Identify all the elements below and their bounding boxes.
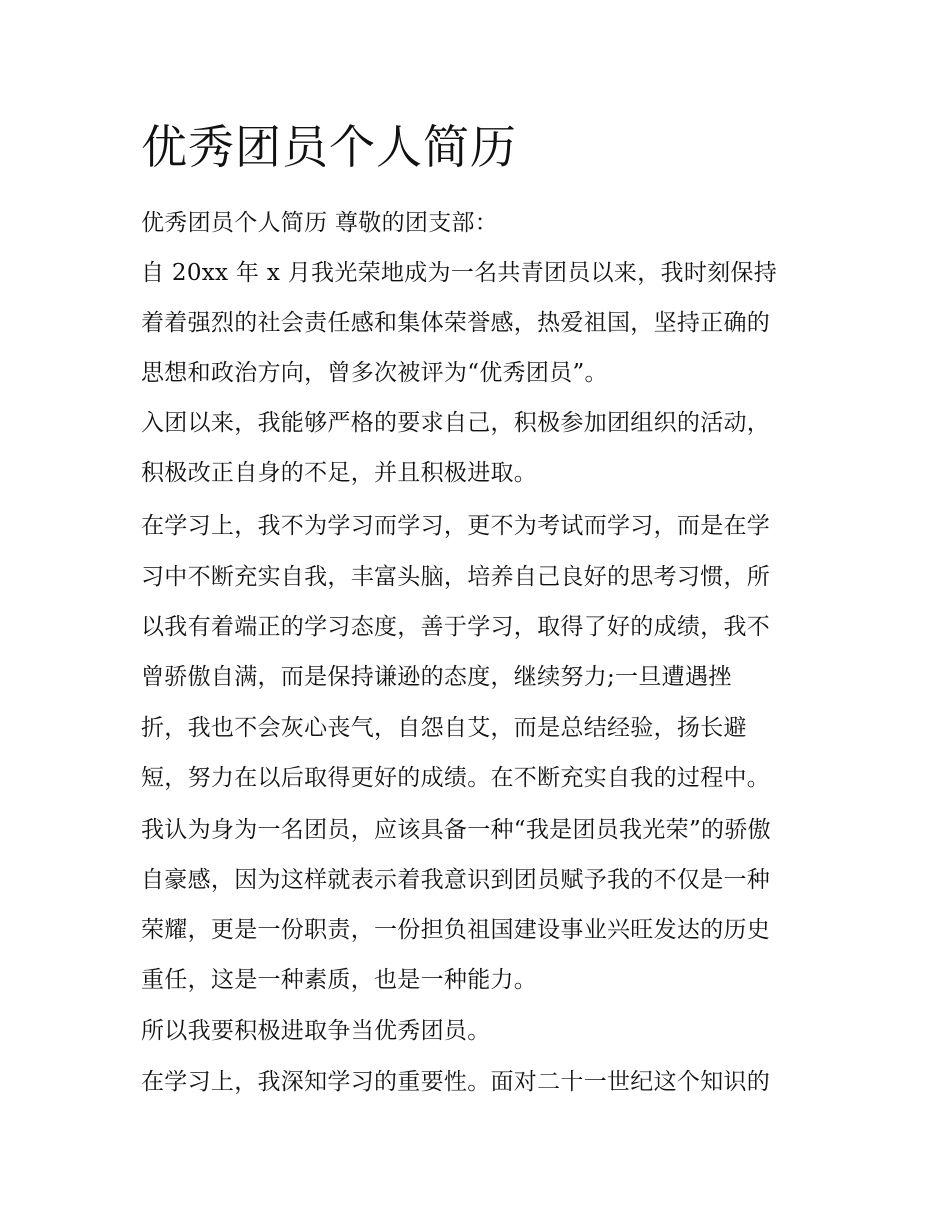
text-line-06: 积极改正自身的不足，并且积极进取。 xyxy=(141,460,538,486)
text-line-16: 重任，这是一种素质，也是一种能力。 xyxy=(141,967,538,993)
text-line-07: 在学习上，我不为学习而学习，更不为考试而学习，而是在学 xyxy=(141,513,771,539)
text-line-12: 短，努力在以后取得更好的成绩。在不断充实自我的过程中。 xyxy=(141,765,771,791)
text-line-04: 思想和政治方向，曾多次被评为“优秀团员”。 xyxy=(141,360,608,386)
text-line-11: 折，我也不会灰心丧气，自怨自艾，而是总结经验，扬长避 xyxy=(141,715,747,741)
text-line-17: 所以我要积极进取争当优秀团员。 xyxy=(141,1018,491,1044)
text-line-01: 优秀团员个人简历 尊敬的团支部： xyxy=(141,210,499,236)
text-line-03: 着着强烈的社会责任感和集体荣誉感，热爱祖国，坚持正确的 xyxy=(141,310,771,336)
text-line-09: 以我有着端正的学习态度，善于学习，取得了好的成绩，我不 xyxy=(141,614,771,640)
text-line-10: 曾骄傲自满，而是保持谦逊的态度，继续努力;一旦遭遇挫 xyxy=(141,664,732,690)
text-line-02: 自 20xx 年 x 月我光荣地成为一名共青团员以来，我时刻保持 xyxy=(141,260,778,286)
page-title: 优秀团员个人简历 xyxy=(141,120,517,174)
text-line-05: 入团以来，我能够严格的要求自己，积极参加团组织的活动， xyxy=(141,410,771,436)
text-line-13: 我认为身为一名团员，应该具备一种“我是团员我光荣”的骄傲 xyxy=(141,817,771,843)
text-line-18: 在学习上，我深知学习的重要性。面对二十一世纪这个知识的 xyxy=(141,1069,771,1095)
text-line-15: 荣耀，更是一份职责，一份担负祖国建设事业兴旺发达的历史 xyxy=(141,917,771,943)
text-line-14: 自豪感，因为这样就表示着我意识到团员赋予我的不仅是一种 xyxy=(141,867,771,893)
text-line-08: 习中不断充实自我，丰富头脑，培养自己良好的思考习惯，所 xyxy=(141,564,771,590)
